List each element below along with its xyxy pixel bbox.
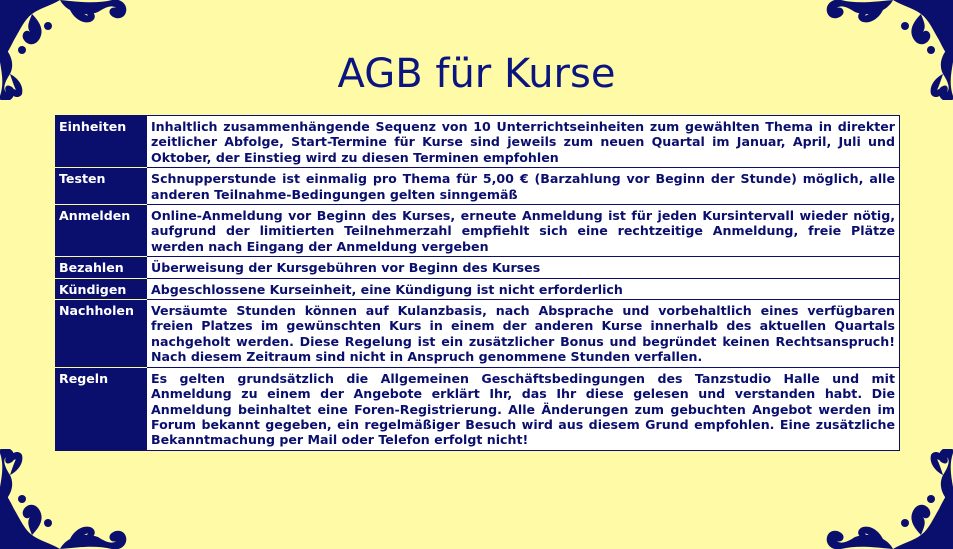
terms-table [55, 115, 900, 451]
corner-ornament-bottom-right [823, 449, 953, 549]
term-text-regeln: Es gelten grundsätzlich die Allgemeinen Geschäftsbedingungen des Tanzstudio Halle und mit Anmeldung zu einem der Angebote erklärt Ihr, das Ihr diese gelesen und verstanden habt. Die Anmeldung beinhaltet eine Foren-Registrierung. Alle Änderungen zum gebuchten Angebot werden im Forum bekannt gegeben, ein regelmäßiger Besuch wird aus diesem Grund empfohlen. Eine zusätzliche Bekanntmachung per Mail oder Telefon erfolgt nicht! [147, 368, 899, 451]
table-row [55, 368, 899, 451]
term-label-nachholen: Nachholen [55, 300, 147, 368]
table-row [55, 168, 899, 205]
term-text-einheiten: Inhaltlich zusammenhängende Sequenz von 10 Unterrichtseinheiten zum gewählten Thema in direkter zeitlicher Abfolge, Start-Termine für Kurse sind jeweils zum neuen Quartal im Januar, April, Juli und Oktober, der Einstieg wird zu diesen Terminen empfohlen [147, 116, 899, 168]
term-text-testen: Schnupperstunde ist einmalig pro Thema für 5,00 € (Barzahlung vor Beginn der Stunde) möglich, alle anderen Teilnahme-Bedingungen gelten sinngemäß [147, 168, 899, 205]
table-row [55, 257, 899, 278]
term-label-regeln: Regeln [55, 368, 147, 451]
term-label-anmelden: Anmelden [55, 205, 147, 257]
term-label-testen: Testen [55, 168, 147, 205]
table-row [55, 116, 899, 168]
page-title: AGB für Kurse [337, 51, 616, 97]
table-row [55, 279, 899, 300]
term-text-kuendigen: Abgeschlossene Kurseinheit, eine Kündigung ist nicht erforderlich [147, 279, 899, 300]
term-text-anmelden: Online-Anmeldung vor Beginn des Kurses, erneute Anmeldung ist für jeden Kursintervall wieder nötig, aufgrund der limitierten Teilnehmerzahl empfiehlt sich eine rechtzeitige Anmeldung, freie Plätze werden nach Eingang der Anmeldung vergeben [147, 205, 899, 257]
corner-ornament-bottom-left [0, 449, 130, 549]
table-row [55, 300, 899, 368]
term-label-einheiten: Einheiten [55, 116, 147, 168]
term-label-bezahlen: Bezahlen [55, 257, 147, 278]
term-text-nachholen: Versäumte Stunden können auf Kulanzbasis, nach Absprache und vorbehaltlich eines verfügbaren freien Platzes im gewünschten Kurs in einem der anderen Kurse innerhalb des aktuellen Quartals nachgeholt werden. Diese Regelung ist ein zusätzlicher Bonus und begründet keinen Rechtsanspruch! Nach diesem Zeitraum sind nicht in Anspruch genommene Stunden verfallen. [147, 300, 899, 368]
term-label-kuendigen: Kündigen [55, 279, 147, 300]
table-row [55, 205, 899, 257]
term-text-bezahlen: Überweisung der Kursgebühren vor Beginn des Kurses [147, 257, 899, 278]
